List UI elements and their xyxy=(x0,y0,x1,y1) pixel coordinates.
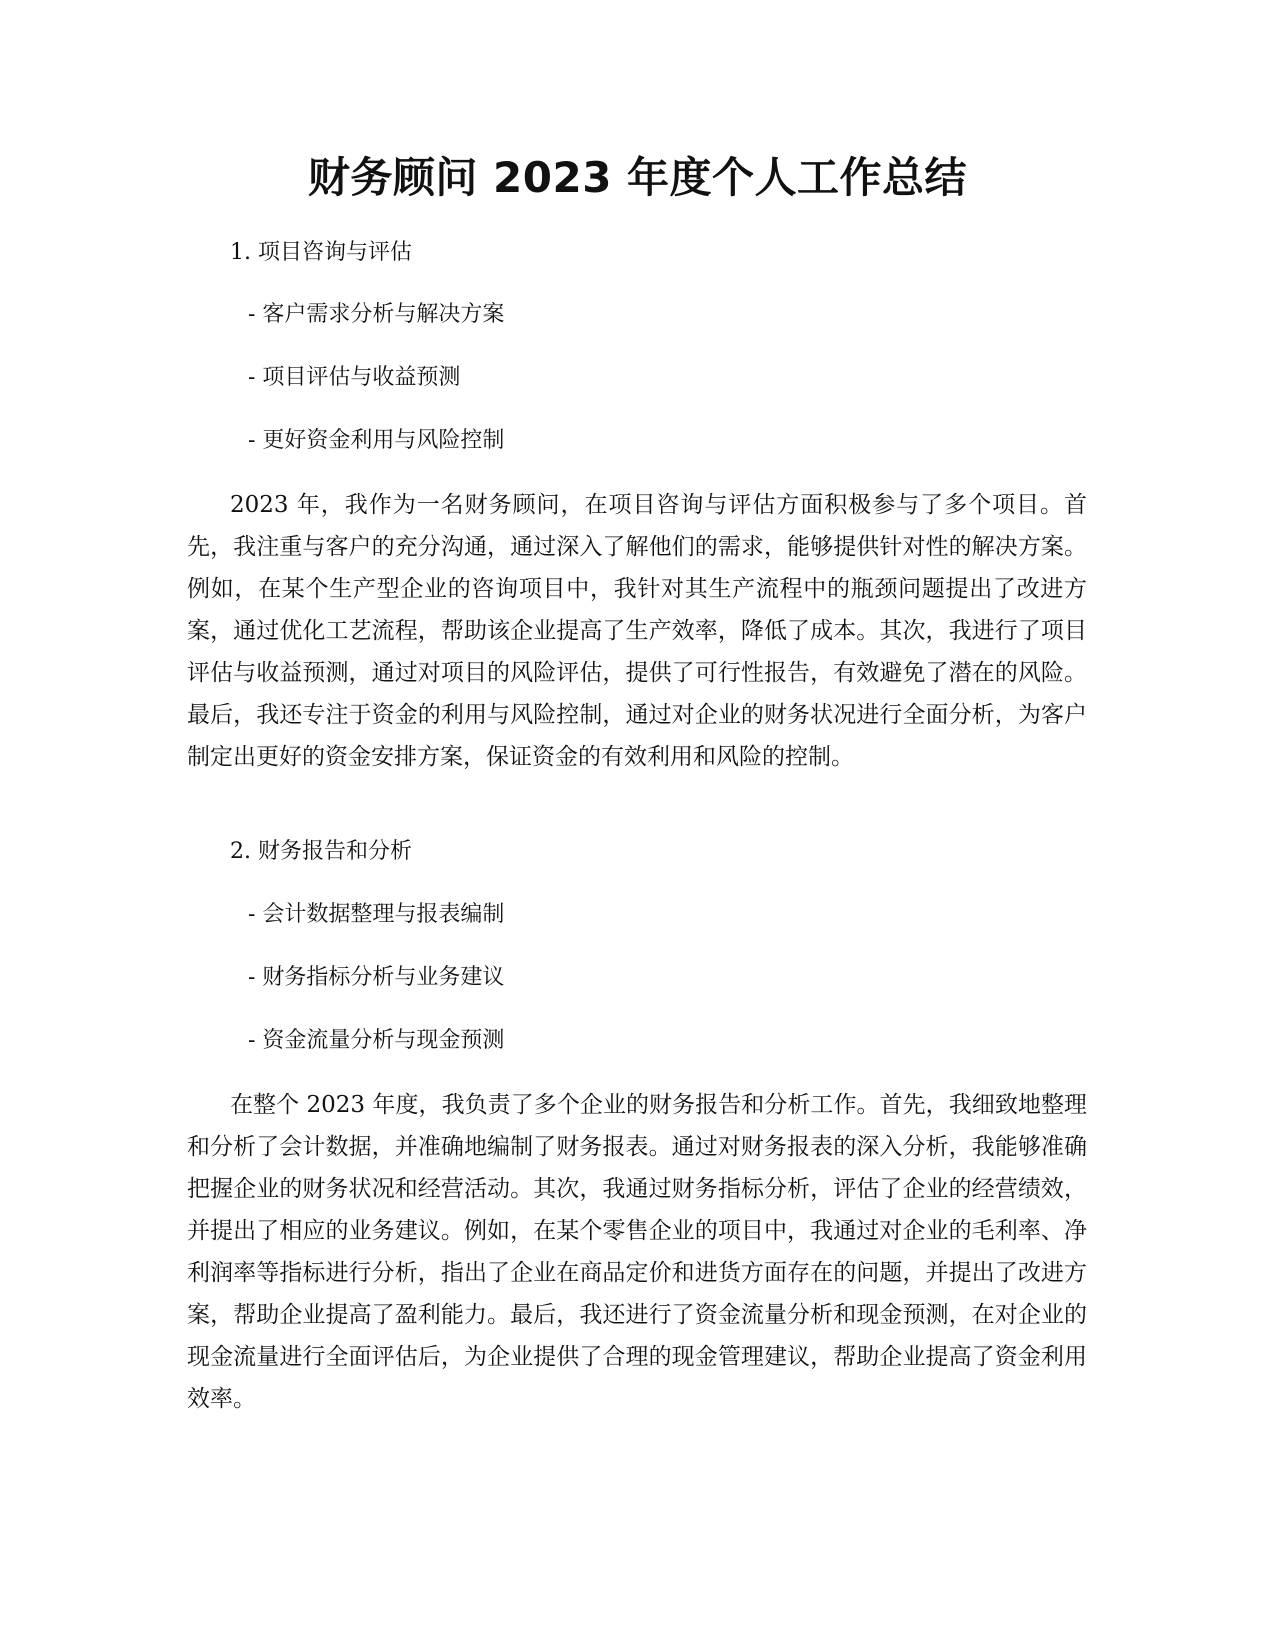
body-paragraph: 在整个 2023 年度，我负责了多个企业的财务报告和分析工作。首先，我细致地整理和分析了会计数据，并准确地编制了财务报表。通过对财务报表的深入分析，我能够准确把握企业的财务状况和经营活动。其次，我通过财务指标分析，评估了企业的经营绩效，并提出了相应的业务建议。例如，在某个零售企业的项目中，我通过对企业的毛利率、净利润率等指标进行分析，指出了企业在商品定价和进货方面存在的问题，并提出了改进方案，帮助企业提高了盈利能力。最后，我还进行了资金流量分析和现金预测，在对企业的现金流量进行全面评估后，为企业提供了合理的现金管理建议，帮助企业提高了资金利用效率。 xyxy=(187,1092,1087,1412)
list-item: - 更好资金利用与风险控制 xyxy=(248,428,505,453)
list-item: - 资金流量分析与现金预测 xyxy=(248,1028,505,1053)
page-title: 财务顾问 2023 年度个人工作总结 xyxy=(307,153,968,202)
section-heading: 2. 财务报告和分析 xyxy=(230,839,412,864)
list-item: - 项目评估与收益预测 xyxy=(248,365,461,390)
section-heading: 1. 项目咨询与评估 xyxy=(230,240,412,265)
body-paragraph: 2023 年，我作为一名财务顾问，在项目咨询与评估方面积极参与了多个项目。首先，我注重与客户的充分沟通，通过深入了解他们的需求，能够提供针对性的解决方案。例如，在某个生产型企业的咨询项目中，我针对其生产流程中的瓶颈问题提出了改进方案，通过优化工艺流程，帮助该企业提高了生产效率，降低了成本。其次，我进行了项目评估与收益预测，通过对项目的风险评估，提供了可行性报告，有效避免了潜在的风险。最后，我还专注于资金的利用与风险控制，通过对企业的财务状况进行全面分析，为客户制定出更好的资金安排方案，保证资金的有效利用和风险的控制。 xyxy=(187,492,1087,770)
list-item: - 会计数据整理与报表编制 xyxy=(248,902,505,927)
list-item: - 客户需求分析与解决方案 xyxy=(248,302,505,327)
list-item: - 财务指标分析与业务建议 xyxy=(248,965,505,990)
